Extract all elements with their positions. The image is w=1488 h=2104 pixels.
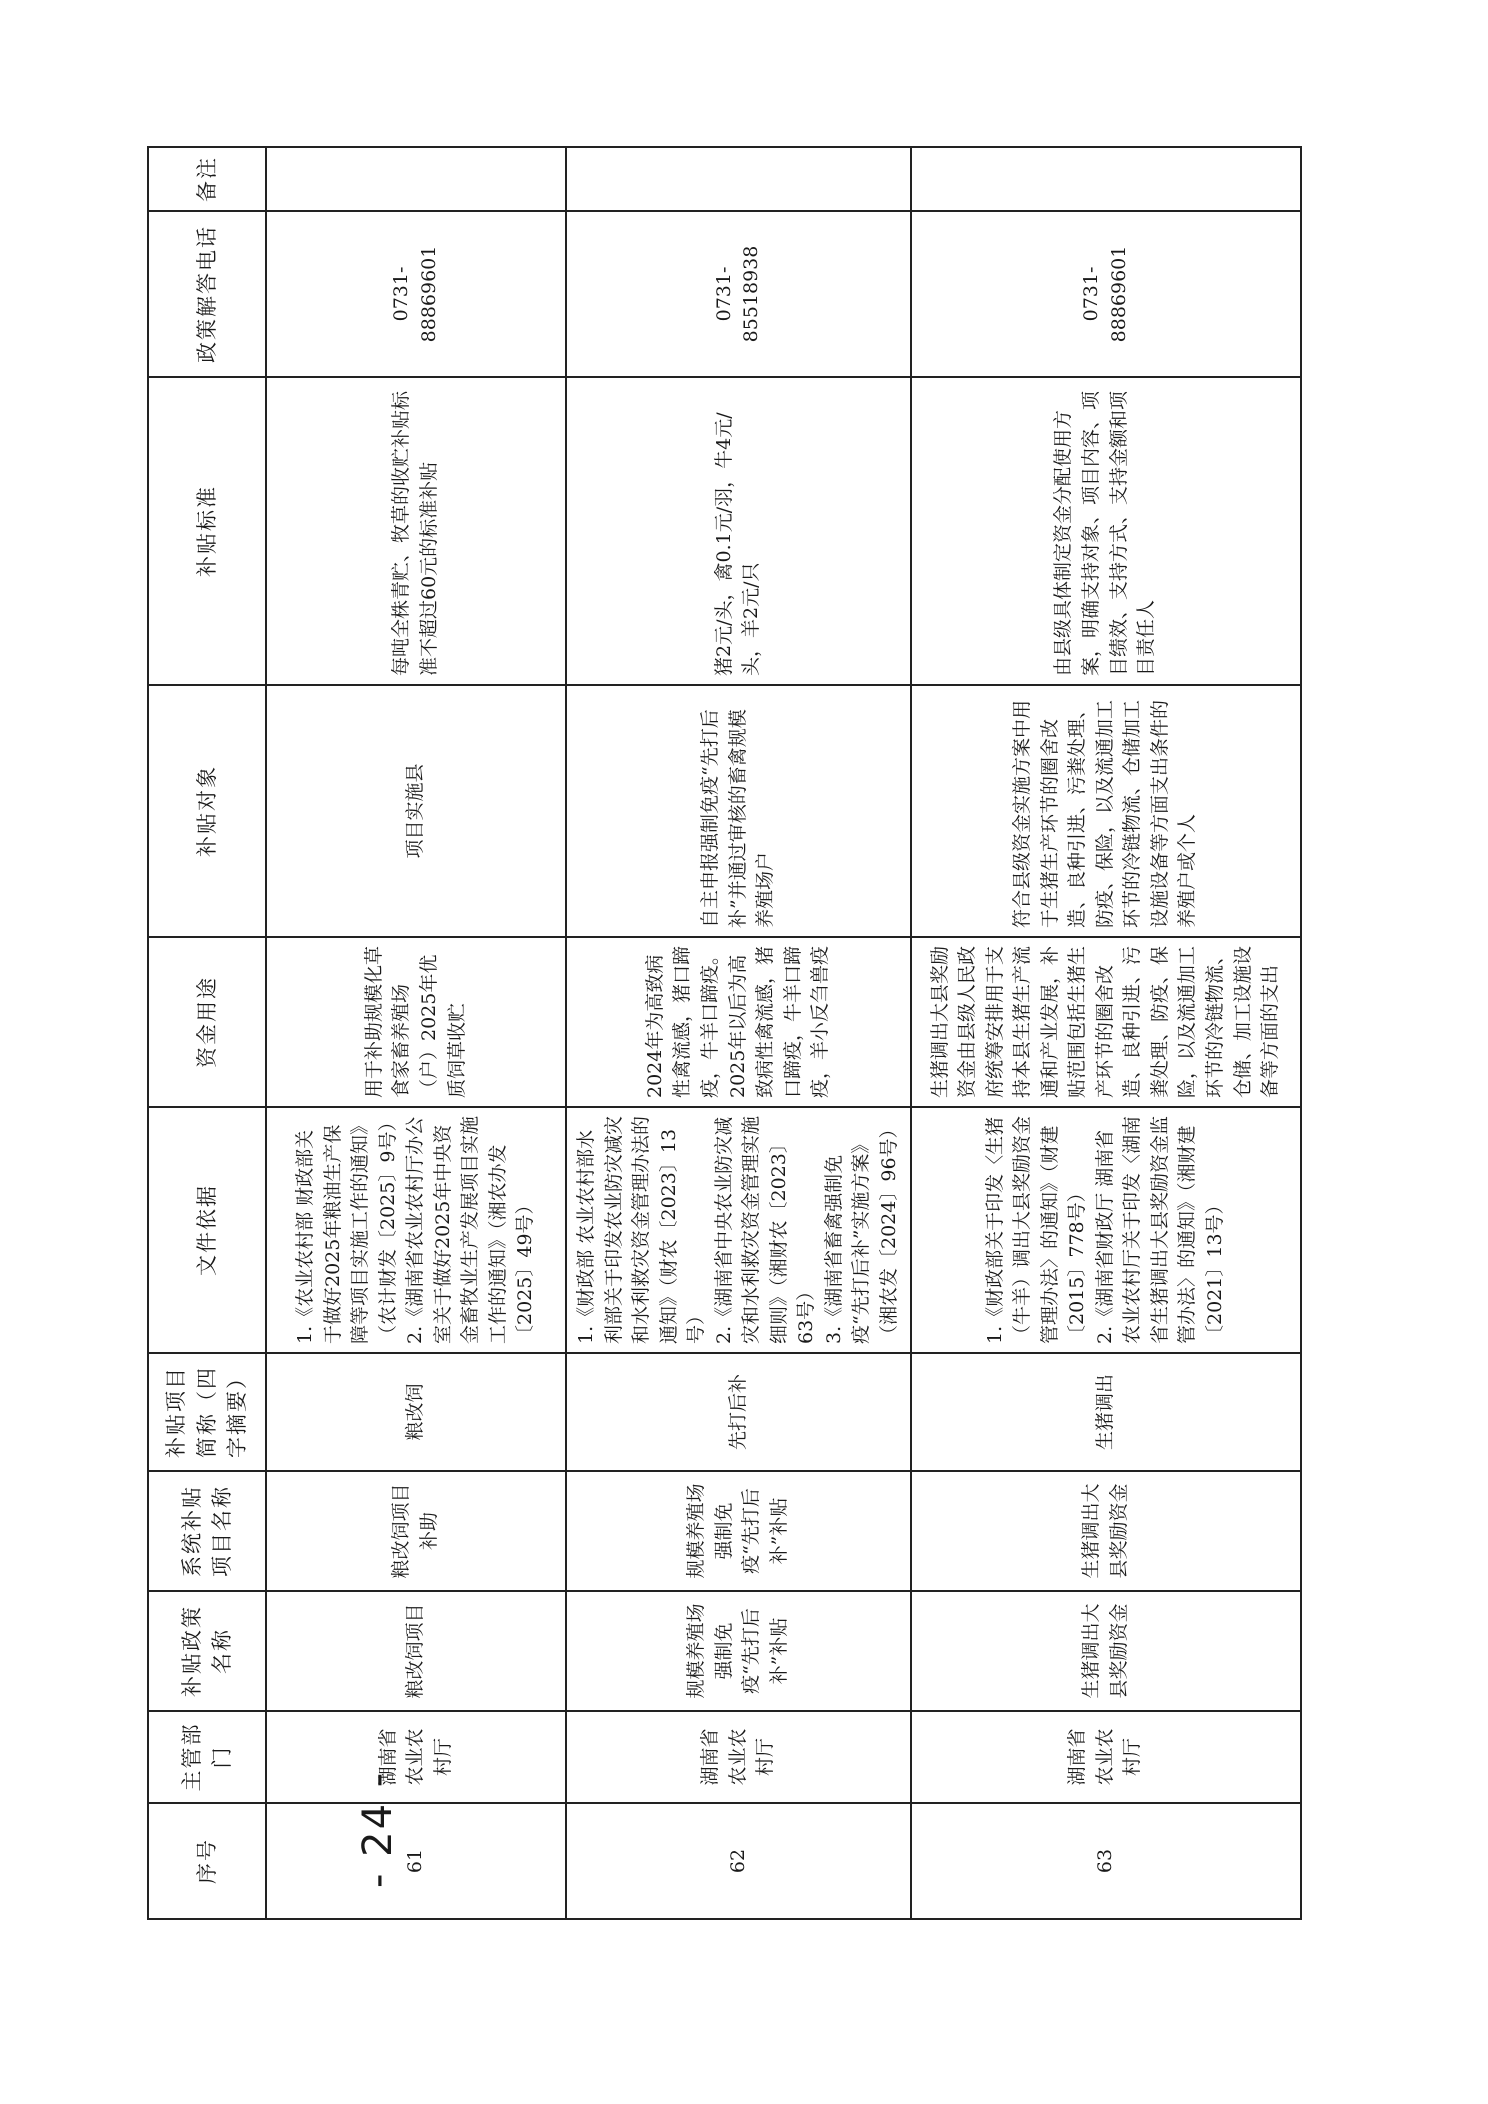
basis-line: 1.《财政部关于印发〈生猪（牛羊）调出大县奖励资金管理办法〉的通知》（财建〔2015〕778号）: [983, 1115, 1089, 1344]
header-no: 序号: [148, 1803, 266, 1919]
cell-note: [911, 147, 1301, 211]
cell-target: 自主申报强制免疫“先打后补”并通过审核的畜禽规模养殖场户: [566, 685, 911, 937]
cell-policy: 生猪调出大县奖励资金: [911, 1591, 1301, 1711]
cell-target: 符合县级资金实施方案中用于生猪生产环节的圈舍改造、良种引进、污粪处理、防疫、保险，以及流通加工环节的冷链物流、仓储加工设施设备等方面支出条件的养殖户或个人: [911, 685, 1301, 937]
header-usage: 资金用途: [148, 937, 266, 1107]
cell-phone: 0731-88869601: [266, 211, 566, 377]
cell-short-name: 生猪调出: [911, 1353, 1301, 1471]
cell-policy: 粮改饲项目: [266, 1591, 566, 1711]
basis-line: 2.《湖南省农业农村厅办公室关于做好2025年中央资金畜牧业生产发展项目实施工作的通知》（湘农办发〔2025〕49号）: [404, 1115, 537, 1344]
table-header-row: [148, 147, 266, 1919]
cell-dept: 湖南省农业农村厅: [911, 1711, 1301, 1803]
cell-dept: 湖南省农业农村厅: [266, 1711, 566, 1803]
cell-note: [266, 147, 566, 211]
page-number: - 24 -: [355, 1770, 401, 1888]
basis-line: 2.《湖南省中央农业防灾减灾和水利救灾资金管理实施细则》（湘财农〔2023〕63号）: [712, 1115, 818, 1344]
cell-system-name: 生猪调出大县奖励资金: [911, 1471, 1301, 1591]
basis-line: 1.《农业农村部 财政部关于做好2025年粮油生产保障等项目实施工作的通知》（农计财发〔2025〕9号）: [294, 1112, 399, 1344]
subsidy-policy-table: [147, 146, 1302, 1920]
cell-dept: 湖南省农业农村厅: [566, 1711, 911, 1803]
header-dept: 主管部门: [148, 1711, 266, 1803]
cell-note: [566, 147, 911, 211]
cell-phone: 0731-85518938: [566, 211, 911, 377]
cell-basis: [266, 1107, 566, 1353]
cell-basis: [566, 1107, 911, 1353]
table-row: [566, 147, 911, 1919]
cell-no: 61: [266, 1803, 566, 1919]
header-policy: 补贴政策名称: [148, 1591, 266, 1711]
basis-line: 2.《湖南省财政厅 湖南省农业农村厅关于印发〈湖南省生猪调出大县奖励资金监管办法〉的通知》（湘财建〔2021〕13号）: [1093, 1115, 1226, 1344]
rotated-table-wrapper: [147, 148, 1282, 1920]
cell-usage: 用于补助规模化草食家畜养殖场（户）2025年优质饲草收贮: [266, 937, 566, 1107]
header-system-name: 系统补贴项目名称: [148, 1471, 266, 1591]
cell-no: 62: [566, 1803, 911, 1919]
cell-standard: 每吨全株青贮、牧草的收贮补贴标准不超过60元的标准补贴: [266, 377, 566, 685]
cell-usage: 2024年为高致病性禽流感，猪口蹄疫，牛羊口蹄疫。2025年以后为高致病性禽流感，猪口蹄疫，牛羊口蹄疫，羊小反刍兽疫: [566, 937, 911, 1107]
basis-line: 3.《湖南省畜禽强制免疫“先打后补”实施方案》（湘农发〔2024〕96号）: [822, 1119, 901, 1344]
cell-standard: 猪2元/头，禽0.1元/羽，牛4元/头，羊2元/只: [566, 377, 911, 685]
header-standard: 补贴标准: [148, 377, 266, 685]
basis-line: 1.《财政部 农业农村部水利部关于印发农业防灾减灾和水利救灾资金管理办法的通知》（财农〔2023〕13号）: [575, 1115, 708, 1344]
table-row: [266, 147, 566, 1919]
cell-phone: 0731-88869601: [911, 211, 1301, 377]
cell-no: 63: [911, 1803, 1301, 1919]
table-row: [911, 147, 1301, 1919]
header-basis: 文件依据: [148, 1107, 266, 1353]
header-note: 备注: [148, 147, 266, 211]
header-short-name: 补贴项目简称（四字摘要）: [148, 1353, 266, 1471]
header-phone: 政策解答电话: [148, 211, 266, 377]
cell-short-name: 粮改饲: [266, 1353, 566, 1471]
cell-system-name: 粮改饲项目补助: [266, 1471, 566, 1591]
cell-standard: 由县级具体制定资金分配使用方案，明确支持对象、项目内容、项目绩效、支持方式、支持金额和项目责任人: [911, 377, 1301, 685]
cell-policy: 规模养殖场强制免疫“先打后补”补贴: [566, 1591, 911, 1711]
cell-target: 项目实施县: [266, 685, 566, 937]
cell-basis: [911, 1107, 1301, 1353]
cell-system-name: 规模养殖场强制免疫“先打后补”补贴: [566, 1471, 911, 1591]
cell-usage: 生猪调出大县奖励资金由县级人民政府统筹安排用于支持本县生猪生产流通和产业发展，补贴范围包括生猪生产环节的圈舍改造、良种引进、污粪处理、防疫、保险，以及流通加工环节的冷链物流、仓储、加工设施设备等方面的支出: [911, 937, 1301, 1107]
cell-short-name: 先打后补: [566, 1353, 911, 1471]
header-target: 补贴对象: [148, 685, 266, 937]
